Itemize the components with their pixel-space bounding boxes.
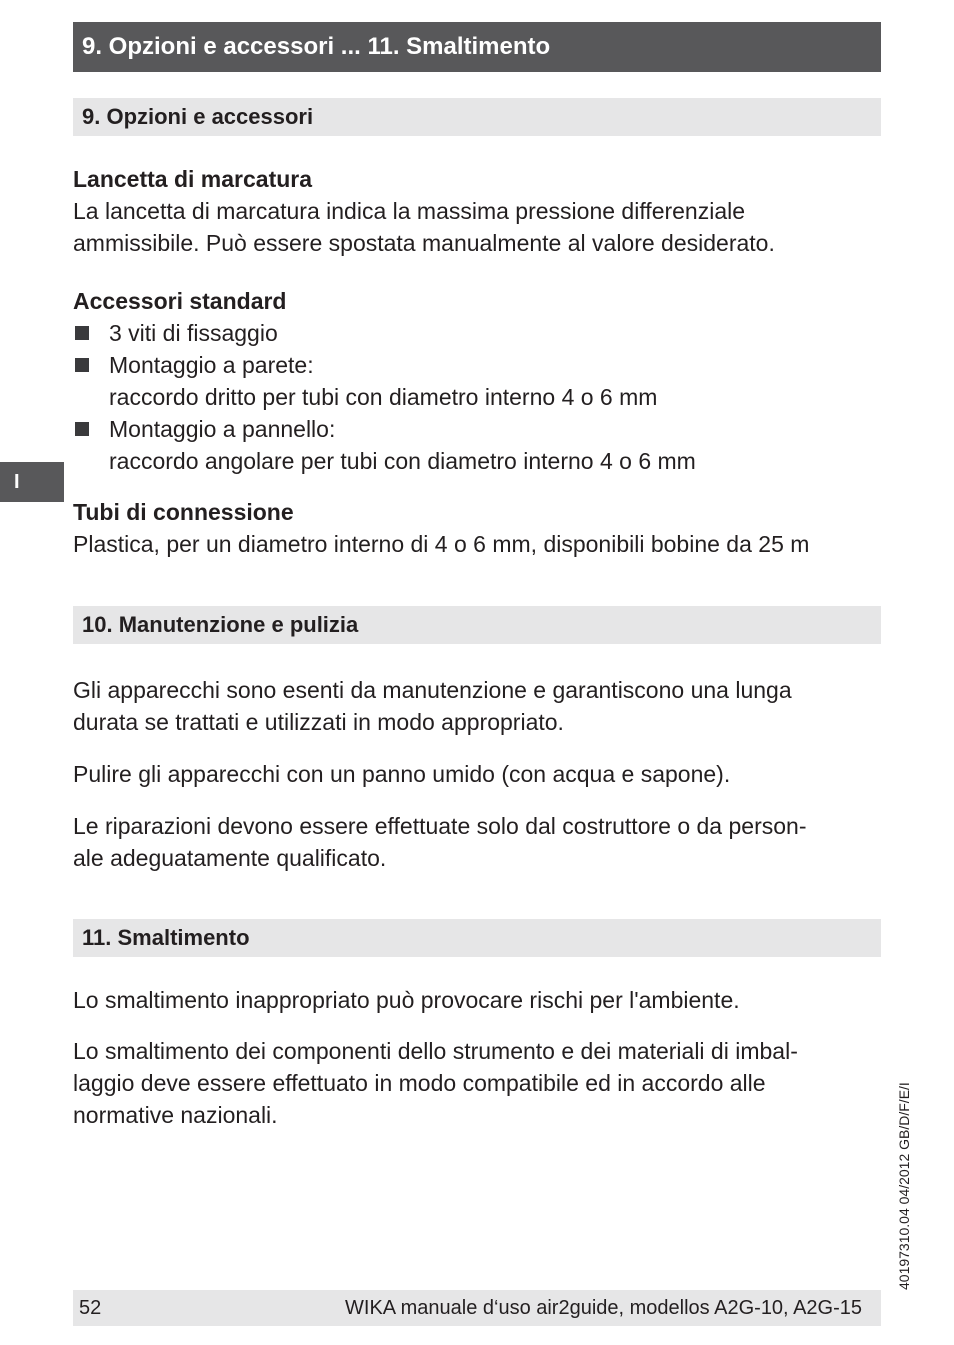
list-item-text: raccordo angolare per tubi con diametro interno 4 o 6 mm (109, 448, 696, 474)
square-bullet-icon (75, 326, 89, 340)
maintenance-paragraph-1-line-1: Gli apparecchi sono esenti da manutenzione e garantiscono una lunga (73, 677, 792, 703)
section-11-title: 11. Smaltimento (82, 925, 250, 950)
section-11-heading (73, 919, 881, 957)
list-item-text: Montaggio a pannello: (109, 416, 336, 442)
page-footer (73, 1290, 881, 1326)
marker-text-line-1: La lancetta di marcatura indica la massima pressione differenziale (73, 198, 746, 224)
footer-title: WIKA manuale d‘uso air2guide, modellos A2G-10, A2G-15 (345, 1297, 862, 1319)
list-item-text: Montaggio a parete: (109, 352, 314, 378)
list-item-text: raccordo dritto per tubi con diametro interno 4 o 6 mm (109, 384, 658, 410)
page-number: 52 (79, 1297, 102, 1319)
maintenance-paragraph-3-line-2: ale adeguatamente qualificato. (73, 845, 387, 871)
language-tab (0, 462, 64, 502)
disposal-paragraph-2-line-1: Lo smaltimento dei componenti dello strumento e dei materiali di imbal- (73, 1038, 798, 1064)
section-9-heading (73, 98, 881, 136)
page-header-title: 9. Opzioni e accessori ... 11. Smaltimento (82, 33, 551, 60)
section-10-heading (73, 606, 881, 644)
maintenance-paragraph-3-line-1: Le riparazioni devono essere effettuate solo dal costruttore o da person- (73, 813, 807, 839)
tubes-heading: Tubi di connessione (73, 499, 294, 525)
disposal-paragraph-2-line-2: laggio deve essere effettuato in modo compatibile ed in accordo alle (73, 1070, 766, 1096)
section-10-title: 10. Manutenzione e pulizia (82, 612, 359, 637)
disposal-paragraph-1: Lo smaltimento inappropriato può provocare rischi per l'ambiente. (73, 987, 740, 1013)
disposal-paragraph-2-line-3: normative nazionali. (73, 1102, 278, 1128)
list-item-text: 3 viti di fissaggio (109, 320, 278, 346)
document-code: 40197310.04 04/2012 GB/D/F/E/I (896, 1082, 912, 1290)
language-tab-label: I (14, 471, 20, 493)
square-bullet-icon (75, 358, 89, 372)
standard-accessories-heading: Accessori standard (73, 288, 287, 314)
marker-text-line-2: ammissibile. Può essere spostata manualmente al valore desiderato. (73, 230, 775, 256)
marker-heading: Lancetta di marcatura (73, 166, 313, 192)
section-9-title: 9. Opzioni e accessori (82, 104, 314, 129)
square-bullet-icon (75, 422, 89, 436)
maintenance-paragraph-1-line-2: durata se trattati e utilizzati in modo appropriato. (73, 709, 564, 735)
page-header (73, 22, 881, 72)
tubes-text: Plastica, per un diametro interno di 4 o 6 mm, disponibili bobine da 25 m (73, 531, 810, 557)
maintenance-paragraph-2: Pulire gli apparecchi con un panno umido (con acqua e sapone). (73, 761, 731, 787)
